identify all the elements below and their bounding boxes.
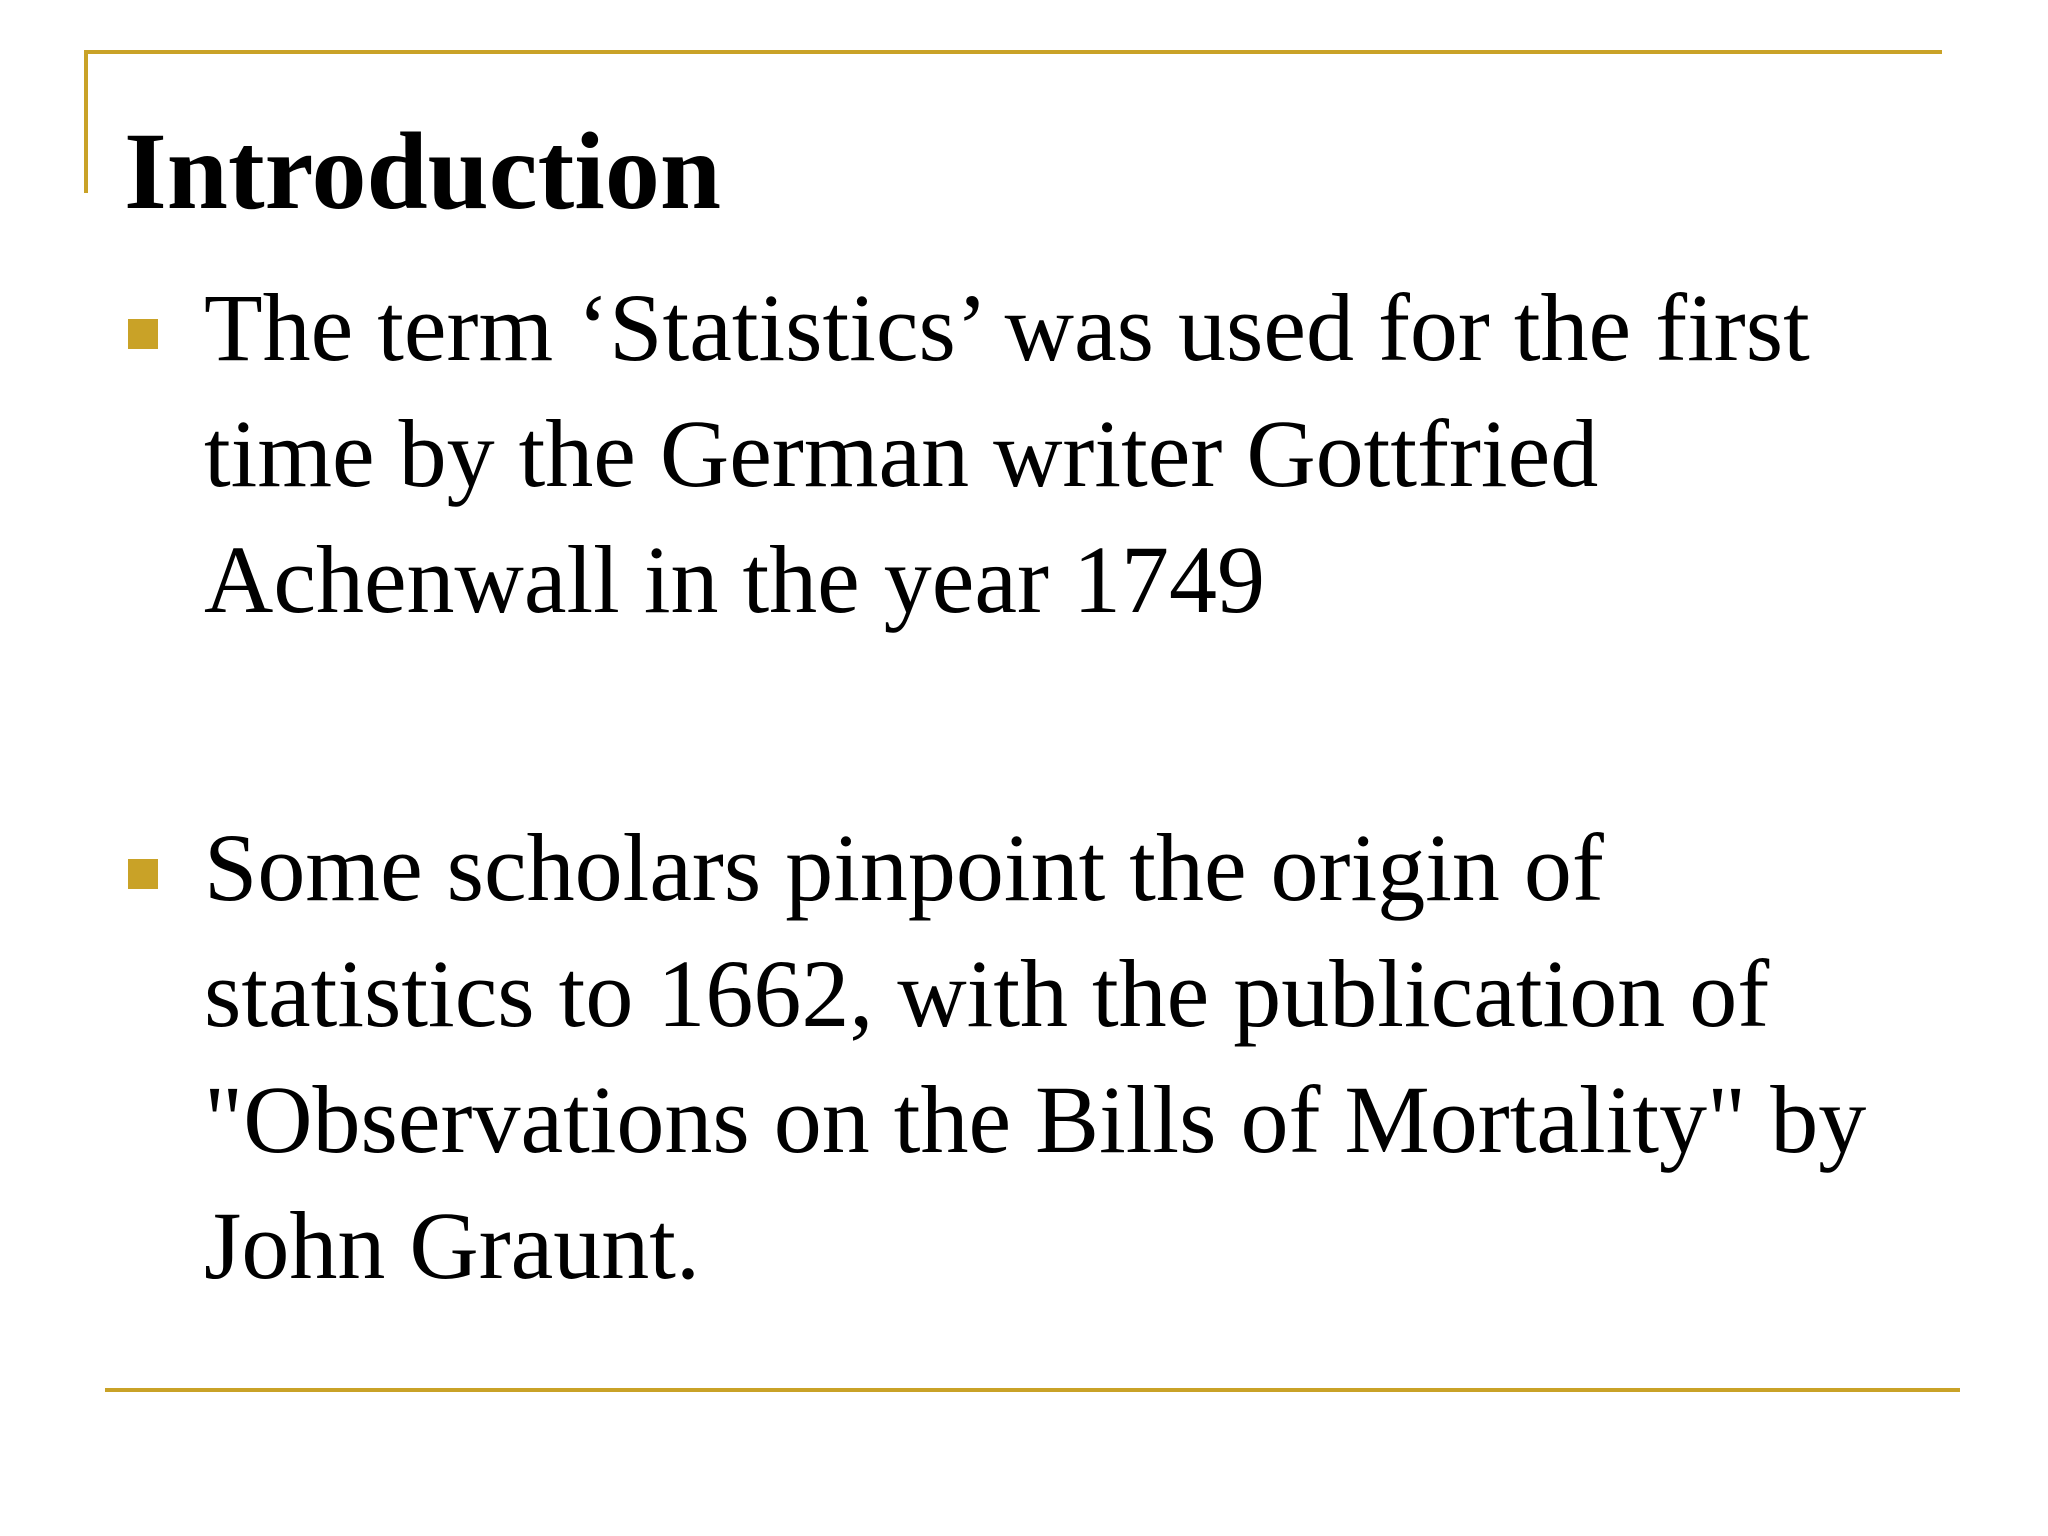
- bottom-divider: [105, 1388, 1960, 1392]
- square-bullet-icon: [128, 319, 158, 349]
- bullet-text: Some scholars pinpoint the origin of statistics to 1662, with the publication of "Observations on the Bills of Mortality" by John Graunt.: [204, 814, 1867, 1299]
- bullet-item: [128, 265, 1958, 643]
- top-divider: [84, 50, 1942, 54]
- square-bullet-icon: [128, 859, 158, 889]
- left-accent-bar: [84, 50, 88, 193]
- bullet-text: The term ‘Statistics’ was used for the first time by the German writer Gottfried Achenwall in the year 1749: [204, 274, 1810, 633]
- slide-title: Introduction: [124, 110, 721, 232]
- bullet-item: [128, 805, 1958, 1309]
